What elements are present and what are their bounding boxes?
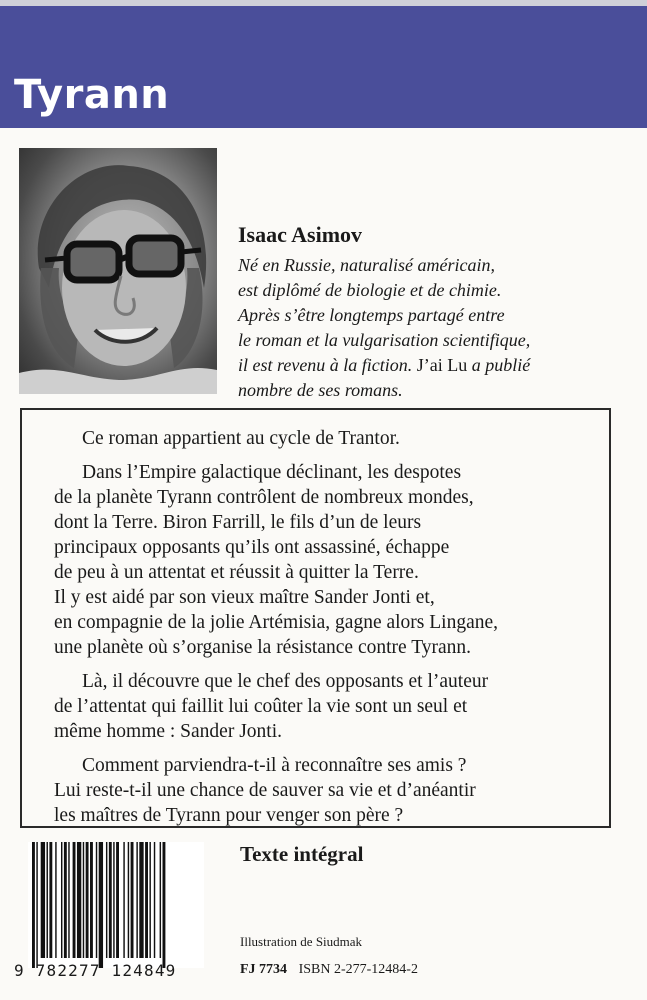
author-photo [19, 148, 217, 394]
barcode-bar [154, 842, 155, 958]
barcode-bar [55, 842, 56, 958]
barcode-bar [47, 842, 48, 958]
barcode-bar [86, 842, 89, 958]
barcode-bar [116, 842, 119, 958]
synopsis-line: même homme : Sander Jonti. [54, 721, 283, 742]
barcode-bar [61, 842, 62, 958]
synopsis-line: Ce roman appartient au cycle de Trantor. [82, 428, 400, 449]
author-name: Isaac Asimov [238, 222, 363, 247]
illustration-credit: Illustration de Siudmak [240, 934, 363, 949]
barcode-bar [36, 842, 37, 968]
synopsis-line: Comment parviendra-t-il à reconnaître ses amis ? [82, 755, 467, 776]
synopsis-paragraph [54, 460, 591, 660]
bio-fragment: a publié [471, 355, 531, 375]
synopsis-line: en compagnie de la jolie Artémisia, gagne alors Lingane, [54, 612, 499, 633]
synopsis-line: Dans l’Empire galactique déclinant, les despotes [82, 462, 462, 483]
bio-line: Né en Russie, naturalisé américain, [238, 255, 495, 275]
barcode-bar [49, 842, 52, 958]
barcode-bar [145, 842, 148, 958]
synopsis-paragraph [54, 669, 591, 744]
catalog-number: FJ 7734 [240, 962, 288, 977]
barcode-bar [109, 842, 112, 958]
barcode-bar [99, 842, 103, 968]
edition-label: Texte intégral [240, 842, 364, 866]
barcode [28, 842, 204, 968]
synopsis-line: Il y est aidé par son vieux maître Sander Jonti et, [54, 587, 435, 608]
synopsis-line: principaux opposants qu’ils ont assassiné, échappe [54, 537, 450, 558]
book-title: Tyrann [14, 72, 170, 118]
barcode-bar [131, 842, 134, 958]
synopsis-paragraph [54, 753, 591, 828]
synopsis-line: Là, il découvre que le chef des opposants et l’auteur [82, 671, 489, 692]
synopsis-line: dont la Terre. Biron Farrill, le fils d’un de leurs [54, 512, 422, 533]
bio-line: Après s’être longtemps partagé entre [238, 305, 505, 325]
barcode-bar [136, 842, 137, 958]
barcode-bar [96, 842, 97, 958]
bio-line: est diplômé de biologie et de chimie. [238, 280, 502, 300]
barcode-bar [160, 842, 161, 958]
author-bio [238, 253, 638, 403]
bio-line: nombre de ses romans. [238, 380, 403, 400]
synopsis-line: une planète où s’organise la résistance contre Tyrann. [54, 637, 472, 658]
bio-line [238, 353, 638, 378]
synopsis-line: Lui reste-t-il une chance de sauver sa vie et d’anéantir [54, 780, 476, 801]
barcode-bar [90, 842, 93, 958]
barcode-bar [106, 842, 107, 958]
barcode-bar [73, 842, 76, 958]
synopsis-line: de l’attentat qui faillit lui coûter la vie sont un seul et [54, 696, 468, 717]
author-portrait-illustration [19, 148, 217, 394]
barcode-bar [139, 842, 143, 958]
barcode-bar [123, 842, 124, 958]
bio-fragment: il est revenu à la fiction. [238, 355, 413, 375]
barcode-bar [149, 842, 150, 958]
barcode-bar [113, 842, 114, 958]
barcode-bar [163, 842, 166, 968]
synopsis-line: de la planète Tyrann contrôlent de nombreux mondes, [54, 487, 474, 508]
barcode-bar [77, 842, 81, 958]
barcode-bar [128, 842, 129, 958]
barcode-bar [68, 842, 69, 958]
synopsis-box [20, 408, 611, 828]
publisher-name: J’ai Lu [416, 355, 468, 375]
barcode-digits: 9 782277 124849 [14, 961, 177, 980]
isbn-number: ISBN 2-277-12484-2 [298, 962, 418, 977]
barcode-bar [83, 842, 84, 958]
synopsis-line: les maîtres de Tyrann pour venger son père ? [54, 805, 404, 826]
barcode-bar [64, 842, 67, 958]
barcode-bar [41, 842, 45, 958]
synopsis-paragraph [54, 426, 591, 451]
bio-line: le roman et la vulgarisation scientifique, [238, 330, 531, 350]
barcode-bar [32, 842, 35, 968]
catalog-line [240, 962, 418, 978]
synopsis-line: de peu à un attentat et réussit à quitter la Terre. [54, 562, 419, 583]
